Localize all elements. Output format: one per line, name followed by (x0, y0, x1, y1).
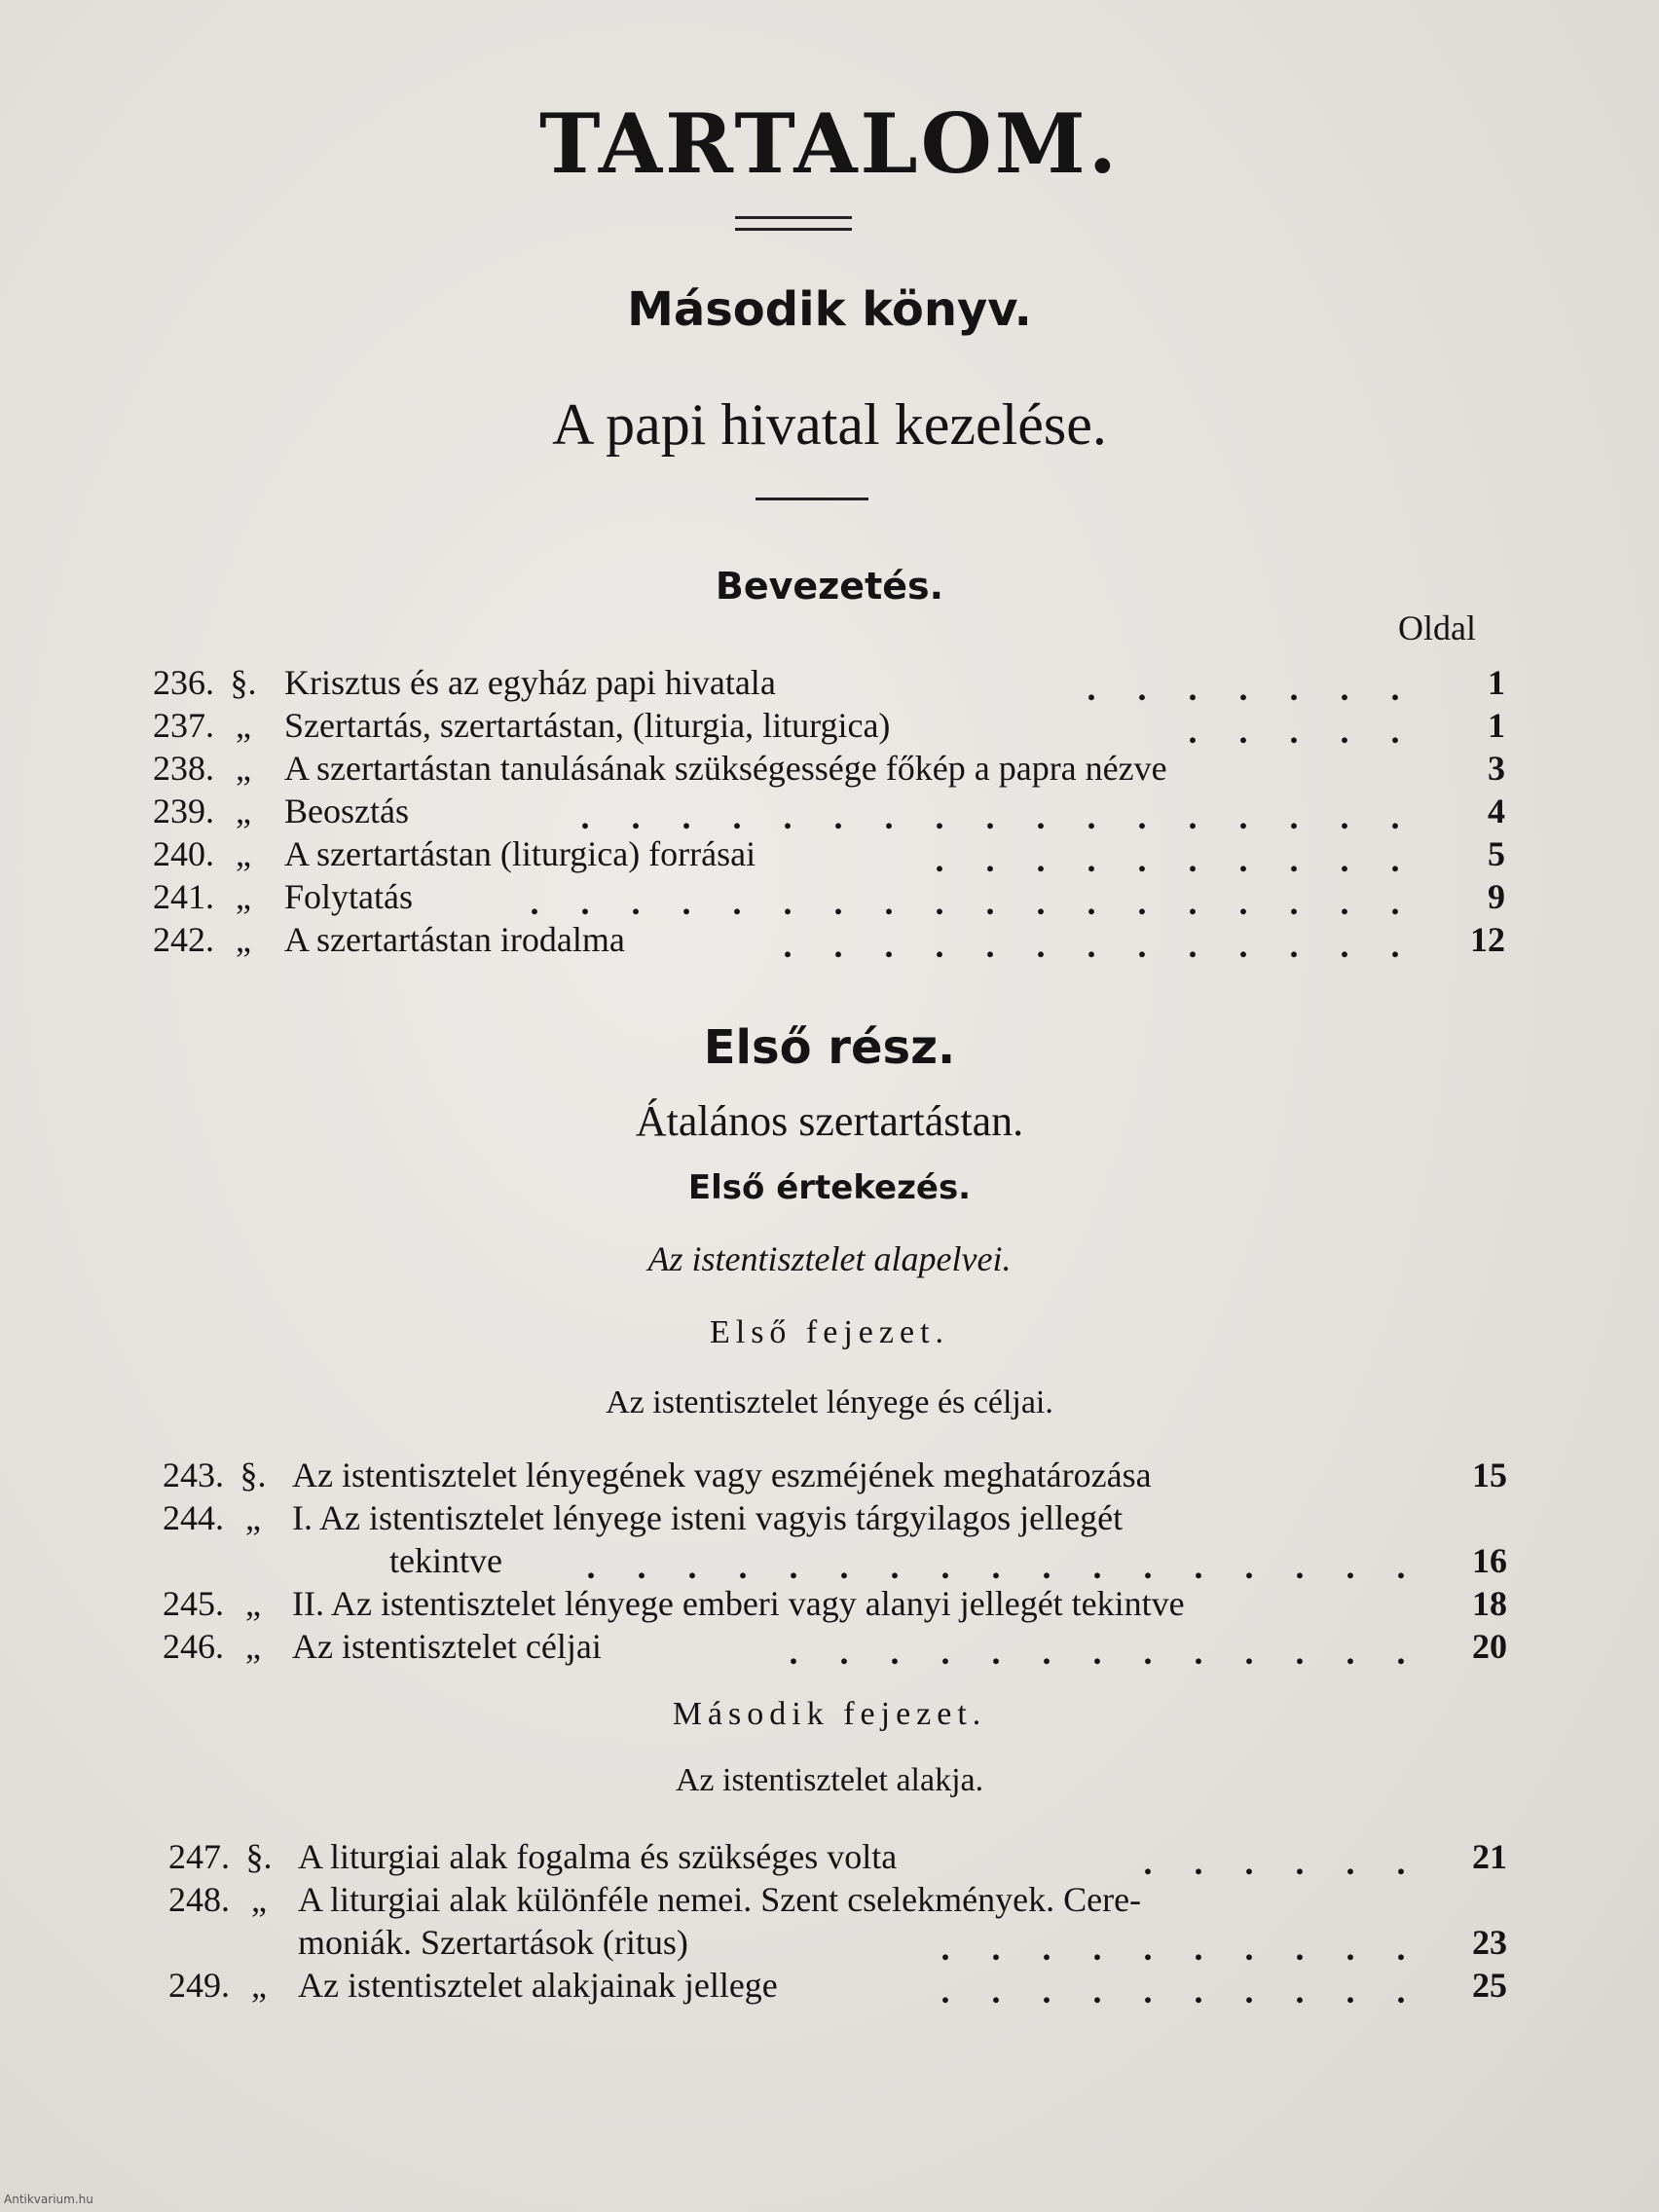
section-number: 243. (163, 1456, 224, 1494)
section-number: 245. (163, 1584, 224, 1623)
section-mark: „ (236, 877, 251, 916)
section-mark: „ (236, 920, 251, 959)
toc-entry (0, 1879, 1659, 1968)
entry-title-continuation: tekintve (389, 1541, 502, 1580)
page-number: 3 (1488, 749, 1505, 788)
entry-title: Krisztus és az egyház papi hivatala (284, 663, 776, 702)
page-number: 1 (1488, 663, 1505, 702)
page-number: 23 (1472, 1923, 1507, 1962)
section-number: 244. (163, 1498, 224, 1537)
toc-entry (0, 662, 1659, 708)
toc-entry (0, 705, 1659, 751)
entry-title: Beosztás (284, 792, 409, 830)
page-number: 20 (1472, 1627, 1507, 1666)
section-mark: „ (251, 1966, 267, 2005)
section-number: 241. (153, 877, 214, 916)
entry-title: A szertartástan (liturgica) forrásai (284, 834, 756, 873)
toc-entry (0, 1836, 1659, 1882)
section-number: 249. (168, 1966, 230, 2005)
page-number: 25 (1472, 1966, 1507, 2005)
entry-title: Folytatás (284, 877, 413, 916)
section-number: 247. (168, 1837, 230, 1876)
page-number: 4 (1488, 792, 1505, 830)
part-heading: Első rész. (703, 1020, 956, 1075)
entry-title: A szertartástan irodalma (284, 920, 625, 959)
toc-entry (0, 833, 1659, 879)
entry-title: Az istentisztelet céljai (292, 1627, 602, 1666)
section-mark: „ (236, 792, 251, 830)
entry-title: I. Az istentisztelet lényege isteni vagyis tárgyilagos jellegét (292, 1498, 1124, 1537)
page-title: TARTALOM. (539, 95, 1120, 192)
dot-leader: . . . . . . . . . . . . . . . . . (586, 1547, 1406, 1586)
toc-entry (0, 1497, 1659, 1586)
chapter1-subtitle: Az istentisztelet lényege és céljai. (606, 1384, 1053, 1420)
section-mark: „ (245, 1498, 261, 1537)
entry-title: Szertartás, szertartástan, (liturgia, liturgica) (284, 706, 891, 745)
section-mark: §. (230, 663, 257, 702)
page-number: 9 (1488, 877, 1505, 916)
chapter1-heading: Első fejezet. (709, 1314, 950, 1350)
toc-entry (0, 919, 1659, 965)
rule-divider (756, 498, 868, 500)
section-mark: §. (240, 1456, 267, 1494)
dot-leader: . . . . . . . . . . (940, 1972, 1406, 2010)
section-mark: „ (236, 834, 251, 873)
entry-title: Az istentisztelet lényegének vagy eszméjének meghatározása (292, 1456, 1152, 1494)
toc-entry (0, 1965, 1659, 2008)
dot-leader: . . . . . . . . . . . . . (783, 926, 1400, 965)
dot-leader: . . . . . . . . . . (935, 840, 1400, 879)
page-number: 1 (1488, 706, 1505, 745)
dissertation-subtitle: Az istentisztelet alapelvei. (647, 1239, 1012, 1278)
toc-entry (0, 791, 1659, 836)
entry-title: Az istentisztelet alakjainak jellege (298, 1966, 778, 2005)
watermark: Antikvarium.hu (4, 2193, 93, 2206)
section-number: 237. (153, 706, 214, 745)
page-number: 18 (1472, 1584, 1507, 1623)
section-mark: „ (236, 749, 251, 788)
dot-leader: . . . . . . . . . . (940, 1929, 1406, 1968)
entry-title: A szertartástan tanulásának szükségessége főkép a papra nézve (284, 749, 1167, 788)
section-number: 239. (153, 792, 214, 830)
entry-title: A liturgiai alak különféle nemei. Szent cselekmények. Cere- (298, 1880, 1142, 1919)
section-number: 248. (168, 1880, 230, 1919)
dissertation-heading: Első értekezés. (687, 1168, 972, 1207)
page-number: 15 (1472, 1456, 1507, 1494)
double-rule-divider (735, 216, 852, 231)
dot-leader: . . . . . . (1143, 1843, 1406, 1882)
entry-title: A liturgiai alak fogalma és szükséges volta (298, 1837, 898, 1876)
entry-title-continuation: moniák. Szertartások (ritus) (298, 1923, 688, 1962)
section-mark: „ (236, 706, 251, 745)
chapter2-subtitle: Az istentisztelet alakja. (675, 1762, 984, 1798)
page-number: 16 (1472, 1541, 1507, 1580)
book-heading: Második könyv. (627, 282, 1032, 337)
section-mark: „ (245, 1584, 261, 1623)
section-mark: „ (245, 1627, 261, 1666)
section-number: 240. (153, 834, 214, 873)
toc-entry (0, 748, 1659, 791)
subject-heading: A papi hivatal kezelése. (552, 392, 1107, 457)
page-number: 21 (1472, 1837, 1507, 1876)
page-column-label: Oldal (1398, 608, 1476, 647)
toc-entry (0, 1626, 1659, 1672)
entry-title: II. Az istentisztelet lényege emberi vagy alanyi jellegét tekintve (292, 1584, 1185, 1623)
intro-heading: Bevezetés. (715, 565, 944, 608)
section-number: 242. (153, 920, 214, 959)
dot-leader: . . . . . (1188, 712, 1400, 751)
section-mark: §. (245, 1837, 273, 1876)
dot-leader: . . . . . . . (1087, 669, 1400, 708)
section-mark: „ (251, 1880, 267, 1919)
dot-leader: . . . . . . . . . . . . . . . . . . (530, 883, 1400, 922)
page-number: 12 (1470, 920, 1505, 959)
section-number: 236. (153, 663, 214, 702)
dot-leader: . . . . . . . . . . . . . (789, 1633, 1406, 1672)
section-number: 246. (163, 1627, 224, 1666)
dot-leader: . . . . . . . . . . . . . . . . . (580, 797, 1400, 836)
toc-entry (0, 1583, 1659, 1626)
toc-entry (0, 1455, 1659, 1497)
section-number: 238. (153, 749, 214, 788)
chapter2-heading: Második fejezet. (672, 1696, 987, 1732)
toc-entry (0, 876, 1659, 922)
page-number: 5 (1488, 834, 1505, 873)
part-subtitle: Átalános szertartástan. (635, 1097, 1024, 1145)
